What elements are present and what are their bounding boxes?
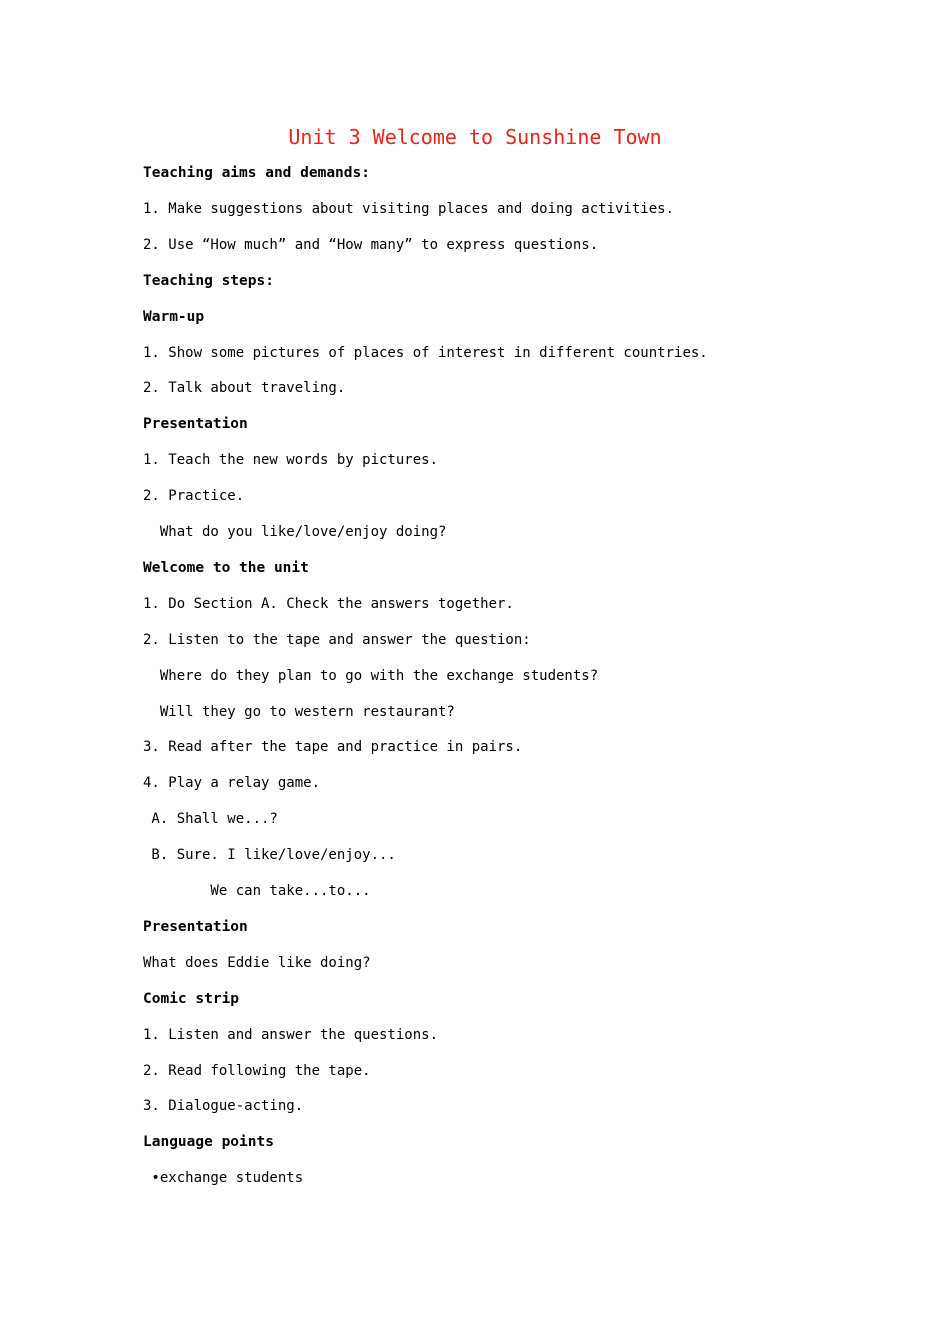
- body-line: We can take...to...: [143, 883, 371, 899]
- body-line: 1. Show some pictures of places of interest in different countries.: [143, 344, 708, 361]
- section-heading: Language points: [143, 1134, 274, 1151]
- body-line: Will they go to western restaurant?: [143, 703, 455, 720]
- section-heading: Presentation: [143, 918, 248, 935]
- body-line: 2. Listen to the tape and answer the question:: [143, 631, 531, 648]
- body-line: 2. Read following the tape.: [143, 1062, 371, 1079]
- section-heading: Presentation: [143, 416, 248, 433]
- body-line: B. Sure. I like/love/enjoy...: [143, 847, 396, 864]
- body-line: 2. Practice.: [143, 488, 245, 505]
- body-line: 4. Play a relay game.: [143, 775, 321, 792]
- document-title: Unit 3 Welcome to Sunshine Town: [288, 125, 662, 149]
- body-line: 2. Talk about traveling.: [143, 380, 346, 397]
- body-line: 1. Do Section A. Check the answers together.: [143, 595, 514, 612]
- body-line: 3. Dialogue-acting.: [143, 1098, 304, 1115]
- body-line: •exchange students: [143, 1170, 304, 1187]
- body-line: A. Shall we...?: [143, 811, 278, 828]
- body-line: 2. Use “How much” and “How many” to express questions.: [143, 236, 599, 253]
- body-line: What do you like/love/enjoy doing?: [143, 524, 447, 540]
- section-heading: Teaching aims and demands:: [143, 165, 370, 181]
- body-line: 1. Listen and answer the questions.: [143, 1026, 439, 1043]
- section-heading: Warm-up: [143, 308, 205, 325]
- body-line: What does Eddie like doing?: [143, 954, 371, 971]
- body-line: 1. Teach the new words by pictures.: [143, 452, 439, 469]
- body-line: 3. Read after the tape and practice in pairs.: [143, 739, 523, 756]
- body-line: 1. Make suggestions about visiting places and doing activities.: [143, 200, 675, 217]
- section-heading: Comic strip: [143, 990, 240, 1007]
- section-heading: Welcome to the unit: [143, 559, 309, 576]
- body-line: Where do they plan to go with the exchange students?: [143, 667, 599, 684]
- section-heading: Teaching steps:: [143, 272, 274, 289]
